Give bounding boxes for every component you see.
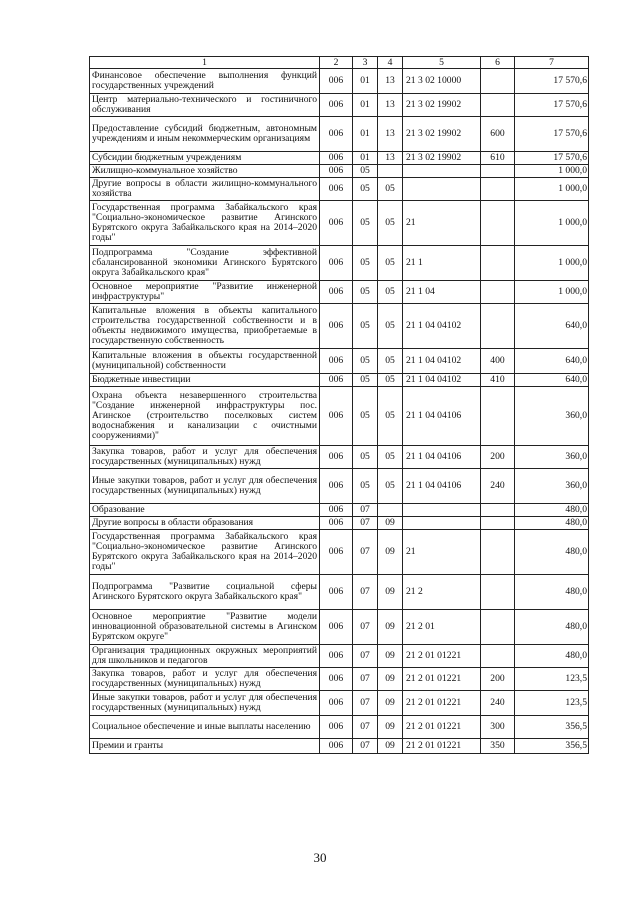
row-amount: 480,0 (515, 504, 589, 517)
row-section-code: 05 (353, 374, 378, 387)
row-ministry-code: 006 (320, 69, 353, 94)
table-row (90, 530, 589, 575)
row-expense-type (481, 575, 515, 610)
row-ministry-code: 006 (320, 716, 353, 739)
table-header-row (90, 57, 589, 69)
row-expense-type: 610 (481, 152, 515, 165)
row-name: Центр материально-технического и гостиничного обслуживания (90, 94, 320, 117)
row-name: Жилищно-коммунальное хозяйство (90, 165, 320, 178)
row-subsection-code: 09 (378, 668, 403, 691)
row-section-code: 05 (353, 446, 378, 469)
row-amount: 480,0 (515, 517, 589, 530)
row-expense-type: 410 (481, 374, 515, 387)
row-target-code: 21 1 04 04102 (403, 349, 481, 374)
row-name: Финансовое обеспечение выполнения функций государственных учреждений (90, 69, 320, 94)
row-amount: 356,5 (515, 739, 589, 754)
row-expense-type: 200 (481, 668, 515, 691)
row-ministry-code: 006 (320, 645, 353, 668)
row-expense-type: 300 (481, 716, 515, 739)
row-target-code: 21 2 01 01221 (403, 691, 481, 716)
row-name: Основное мероприятие "Развитие модели инновационной образовательной системы в Агинском Бурятском округе" (90, 610, 320, 645)
table-row (90, 387, 589, 446)
row-ministry-code: 006 (320, 178, 353, 201)
row-name: Государственная программа Забайкальского края "Социально-экономическое развитие Агинского Бурятского округа Забайкальского края на 2014–2020 годы" (90, 530, 320, 575)
table-row (90, 504, 589, 517)
row-name: Закупка товаров, работ и услуг для обеспечения государственных (муниципальных) нужд (90, 668, 320, 691)
table-row (90, 117, 589, 152)
row-subsection-code: 09 (378, 716, 403, 739)
row-expense-type: 400 (481, 349, 515, 374)
row-name: Организация традиционных окружных мероприятий для школьников и педагогов (90, 645, 320, 668)
table-row (90, 668, 589, 691)
row-ministry-code: 006 (320, 504, 353, 517)
row-target-code: 21 1 04 04106 (403, 446, 481, 469)
row-ministry-code: 006 (320, 117, 353, 152)
row-ministry-code: 006 (320, 469, 353, 504)
row-amount: 480,0 (515, 610, 589, 645)
row-name: Другие вопросы в области образования (90, 517, 320, 530)
row-target-code: 21 3 02 19902 (403, 117, 481, 152)
row-amount: 17 570,6 (515, 94, 589, 117)
row-expense-type (481, 504, 515, 517)
row-target-code (403, 165, 481, 178)
row-subsection-code: 13 (378, 94, 403, 117)
row-expense-type (481, 94, 515, 117)
row-name: Капитальные вложения в объекты капитального строительства государственной собственности и в объекты недвижимого имущества, приобретаемые в государственную собственность (90, 304, 320, 349)
row-section-code: 05 (353, 201, 378, 246)
row-ministry-code: 006 (320, 349, 353, 374)
table-row (90, 691, 589, 716)
row-name: Субсидии бюджетным учреждениям (90, 152, 320, 165)
row-ministry-code: 006 (320, 446, 353, 469)
row-amount: 640,0 (515, 304, 589, 349)
page-number: 30 (313, 850, 327, 865)
row-subsection-code: 09 (378, 691, 403, 716)
row-name: Закупка товаров, работ и услуг для обеспечения государственных (муниципальных) нужд (90, 446, 320, 469)
row-name: Основное мероприятие "Развитие инженерной инфраструктуры" (90, 281, 320, 304)
row-subsection-code: 09 (378, 575, 403, 610)
row-section-code: 05 (353, 246, 378, 281)
row-subsection-code: 05 (378, 374, 403, 387)
table-row (90, 165, 589, 178)
table-row (90, 349, 589, 374)
row-target-code: 21 3 02 19902 (403, 94, 481, 117)
row-expense-type: 240 (481, 469, 515, 504)
row-section-code: 01 (353, 152, 378, 165)
table-row (90, 716, 589, 739)
table-row (90, 152, 589, 165)
row-target-code (403, 504, 481, 517)
row-amount: 1 000,0 (515, 246, 589, 281)
row-section-code: 07 (353, 517, 378, 530)
row-name: Иные закупки товаров, работ и услуг для обеспечения государственных (муниципальных) нужд (90, 469, 320, 504)
row-amount: 640,0 (515, 349, 589, 374)
row-ministry-code: 006 (320, 530, 353, 575)
row-subsection-code: 09 (378, 739, 403, 754)
row-subsection-code: 05 (378, 178, 403, 201)
table-row (90, 739, 589, 754)
row-section-code: 05 (353, 469, 378, 504)
row-section-code: 05 (353, 178, 378, 201)
row-ministry-code: 006 (320, 165, 353, 178)
row-ministry-code: 006 (320, 246, 353, 281)
row-ministry-code: 006 (320, 610, 353, 645)
row-section-code: 01 (353, 94, 378, 117)
row-amount: 1 000,0 (515, 178, 589, 201)
row-subsection-code: 05 (378, 469, 403, 504)
row-amount: 480,0 (515, 530, 589, 575)
row-amount: 480,0 (515, 645, 589, 668)
row-name: Бюджетные инвестиции (90, 374, 320, 387)
row-amount: 17 570,6 (515, 152, 589, 165)
row-target-code: 21 2 01 01221 (403, 739, 481, 754)
row-target-code: 21 3 02 10000 (403, 69, 481, 94)
table-row (90, 69, 589, 94)
row-subsection-code: 05 (378, 446, 403, 469)
row-ministry-code: 006 (320, 374, 353, 387)
row-name: Другие вопросы в области жилищно-коммунального хозяйства (90, 178, 320, 201)
column-header-1: 1 (90, 57, 320, 69)
row-ministry-code: 006 (320, 517, 353, 530)
row-target-code: 21 1 04 (403, 281, 481, 304)
row-name: Иные закупки товаров, работ и услуг для обеспечения государственных (муниципальных) нужд (90, 691, 320, 716)
row-section-code: 07 (353, 716, 378, 739)
row-target-code (403, 178, 481, 201)
table-row (90, 610, 589, 645)
row-section-code: 07 (353, 668, 378, 691)
row-section-code: 05 (353, 387, 378, 446)
row-name: Премии и гранты (90, 739, 320, 754)
table-row (90, 645, 589, 668)
row-target-code: 21 2 01 01221 (403, 668, 481, 691)
row-target-code: 21 (403, 530, 481, 575)
table-body (90, 69, 589, 754)
row-section-code: 05 (353, 304, 378, 349)
row-amount: 1 000,0 (515, 201, 589, 246)
row-target-code: 21 2 01 01221 (403, 716, 481, 739)
row-subsection-code: 05 (378, 387, 403, 446)
row-subsection-code: 05 (378, 304, 403, 349)
table-row (90, 575, 589, 610)
row-amount: 356,5 (515, 716, 589, 739)
row-amount: 123,5 (515, 691, 589, 716)
row-subsection-code: 09 (378, 530, 403, 575)
row-amount: 640,0 (515, 374, 589, 387)
row-ministry-code: 006 (320, 739, 353, 754)
table-row (90, 304, 589, 349)
table-row (90, 246, 589, 281)
row-name: Капитальные вложения в объекты государственной (муниципальной) собственности (90, 349, 320, 374)
column-header-6: 6 (481, 57, 515, 69)
row-expense-type: 600 (481, 117, 515, 152)
row-target-code: 21 (403, 201, 481, 246)
row-expense-type (481, 645, 515, 668)
row-section-code: 07 (353, 504, 378, 517)
row-section-code: 05 (353, 281, 378, 304)
row-section-code: 07 (353, 739, 378, 754)
row-ministry-code: 006 (320, 281, 353, 304)
row-expense-type (481, 165, 515, 178)
row-amount: 480,0 (515, 575, 589, 610)
row-section-code: 01 (353, 117, 378, 152)
row-subsection-code: 13 (378, 152, 403, 165)
row-expense-type (481, 304, 515, 349)
row-target-code: 21 1 04 04106 (403, 387, 481, 446)
row-amount: 17 570,6 (515, 117, 589, 152)
row-subsection-code: 09 (378, 645, 403, 668)
row-target-code: 21 1 04 04106 (403, 469, 481, 504)
table-row (90, 374, 589, 387)
row-subsection-code: 09 (378, 610, 403, 645)
row-name: Предоставление субсидий бюджетным, автономным учреждениям и иным некоммерческим организациям (90, 117, 320, 152)
row-expense-type (481, 178, 515, 201)
row-ministry-code: 006 (320, 575, 353, 610)
row-target-code (403, 517, 481, 530)
row-subsection-code: 05 (378, 281, 403, 304)
row-section-code: 01 (353, 69, 378, 94)
row-section-code: 05 (353, 165, 378, 178)
table-row (90, 446, 589, 469)
row-name: Охрана объекта незавершенного строительства "Создание инженерной инфраструктуры пос. Агинское (строительство поселковых систем водоснабжения и канализации с очистными сооружениями)" (90, 387, 320, 446)
row-expense-type: 350 (481, 739, 515, 754)
row-name: Государственная программа Забайкальского края "Социально-экономическое развитие Агинского Бурятского округа Забайкальского края на 2014–2020 годы" (90, 201, 320, 246)
budget-table (89, 56, 589, 754)
row-expense-type (481, 201, 515, 246)
table-row (90, 94, 589, 117)
column-header-2: 2 (320, 57, 353, 69)
table-row (90, 178, 589, 201)
column-header-5: 5 (403, 57, 481, 69)
row-ministry-code: 006 (320, 304, 353, 349)
row-target-code: 21 3 02 19902 (403, 152, 481, 165)
column-header-4: 4 (378, 57, 403, 69)
row-name: Образование (90, 504, 320, 517)
row-ministry-code: 006 (320, 387, 353, 446)
row-amount: 360,0 (515, 387, 589, 446)
row-name: Подпрограмма "Развитие социальной сферы Агинского Бурятского округа Забайкальского края" (90, 575, 320, 610)
row-subsection-code: 13 (378, 117, 403, 152)
row-ministry-code: 006 (320, 691, 353, 716)
row-expense-type (481, 530, 515, 575)
column-header-3: 3 (353, 57, 378, 69)
row-subsection-code: 05 (378, 246, 403, 281)
row-amount: 360,0 (515, 446, 589, 469)
row-section-code: 05 (353, 349, 378, 374)
row-target-code: 21 1 04 04102 (403, 374, 481, 387)
column-header-7: 7 (515, 57, 589, 69)
row-ministry-code: 006 (320, 668, 353, 691)
row-section-code: 07 (353, 610, 378, 645)
row-ministry-code: 006 (320, 94, 353, 117)
row-section-code: 07 (353, 691, 378, 716)
row-subsection-code (378, 165, 403, 178)
table-row (90, 281, 589, 304)
row-expense-type (481, 517, 515, 530)
row-ministry-code: 006 (320, 152, 353, 165)
row-subsection-code (378, 504, 403, 517)
row-subsection-code: 05 (378, 201, 403, 246)
row-expense-type (481, 281, 515, 304)
row-amount: 360,0 (515, 469, 589, 504)
row-target-code: 21 1 (403, 246, 481, 281)
table-row (90, 517, 589, 530)
row-target-code: 21 2 (403, 575, 481, 610)
row-name: Подпрограмма "Создание эффективной сбалансированной экономики Агинского Бурятского округа Забайкальского края" (90, 246, 320, 281)
row-subsection-code: 09 (378, 517, 403, 530)
row-amount: 123,5 (515, 668, 589, 691)
row-expense-type: 240 (481, 691, 515, 716)
row-target-code: 21 2 01 01221 (403, 645, 481, 668)
row-subsection-code: 13 (378, 69, 403, 94)
row-expense-type (481, 246, 515, 281)
row-section-code: 07 (353, 645, 378, 668)
row-amount: 1 000,0 (515, 281, 589, 304)
row-amount: 17 570,6 (515, 69, 589, 94)
table-row (90, 469, 589, 504)
row-section-code: 07 (353, 575, 378, 610)
row-name: Социальное обеспечение и иные выплаты населению (90, 716, 320, 739)
row-section-code: 07 (353, 530, 378, 575)
row-ministry-code: 006 (320, 201, 353, 246)
row-subsection-code: 05 (378, 349, 403, 374)
table-row (90, 201, 589, 246)
row-amount: 1 000,0 (515, 165, 589, 178)
row-expense-type: 200 (481, 446, 515, 469)
row-target-code: 21 1 04 04102 (403, 304, 481, 349)
row-target-code: 21 2 01 (403, 610, 481, 645)
row-expense-type (481, 610, 515, 645)
row-expense-type (481, 69, 515, 94)
row-expense-type (481, 387, 515, 446)
